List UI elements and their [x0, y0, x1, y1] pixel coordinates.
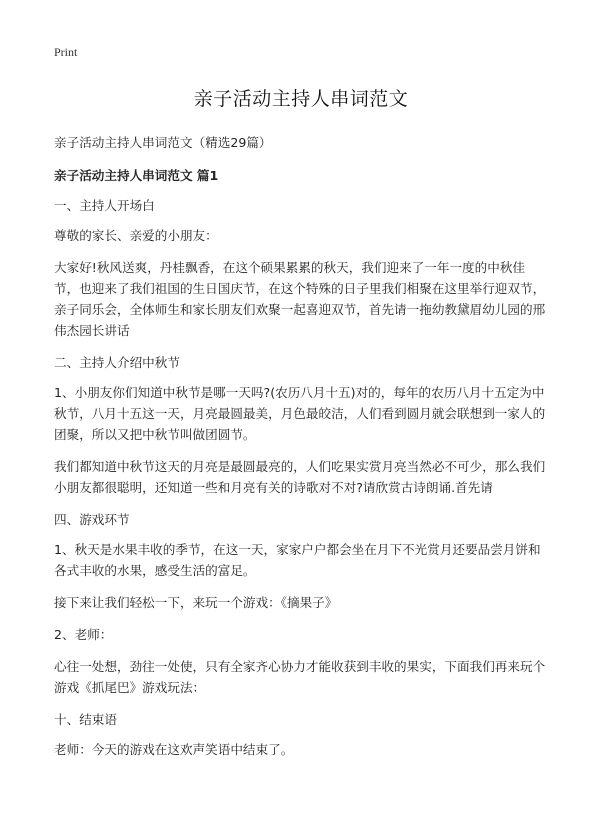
- teacher-label-paragraph: 2、老师：: [54, 627, 113, 642]
- document-subtitle: 亲子活动主持人串词范文（精选29篇）: [54, 135, 272, 150]
- moon-poem-paragraph: 我们都知道中秋节这天的月亮是最圆最亮的，人们吃果实赏月亮当然必不可少，那么我们小朋友都很聪明，还知道一些和月亮有关的诗歌对不对?请欣赏古诗朗诵.首先请: [54, 459, 546, 495]
- page-title: 亲子活动主持人串词范文: [193, 88, 409, 110]
- section-title: 亲子活动主持人串词范文 篇1: [54, 168, 219, 183]
- heading-opening-remarks: 一、主持人开场白: [54, 198, 155, 213]
- heading-game-session: 四、游戏环节: [54, 512, 130, 527]
- closing-paragraph: 老师：今天的游戏在这欢声笑语中结束了。: [54, 742, 294, 757]
- heading-closing: 十、结束语: [54, 712, 117, 727]
- greeting-paragraph: 尊敬的家长、亲爱的小朋友：: [54, 228, 218, 243]
- print-label: Print: [54, 45, 78, 59]
- mid-autumn-paragraph: 1、小朋友你们知道中秋节是哪一天吗?(农历八月十五)对的，每年的农历八月十五定为中秋节，八月十五这一天，月亮最圆最美，月色最皎洁，人们看到圆月就会联想到一家人的团聚，所以又把中秋节叫做团圆节。: [54, 385, 546, 442]
- second-game-paragraph: 心往一处想，劲往一处使，只有全家齐心协力才能收获到丰收的果实，下面我们再来玩个游戏《抓尾巴》游戏玩法：: [54, 659, 546, 695]
- opening-paragraph: 大家好!秋风送爽，丹桂飘香，在这个硕果累累的秋天，我们迎来了一年一度的中秋佳节，也迎来了我们祖国的生日国庆节，在这个特殊的日子里我们相聚在这里举行迎双节，亲子同乐会，全体师生和家长朋友们欢聚一起喜迎双节，首先请一拖幼教黛眉幼儿园的邢伟杰园长讲话: [54, 260, 546, 338]
- heading-mid-autumn-intro: 二、主持人介绍中秋节: [54, 355, 180, 370]
- harvest-paragraph: 1、秋天是水果丰收的季节，在这一天，家家户户都会坐在月下不光赏月还要品尝月饼和各式丰收的水果，感受生活的富足。: [54, 542, 541, 578]
- game-intro-paragraph: 接下来让我们轻松一下，来玩一个游戏：《摘果子》: [54, 595, 338, 610]
